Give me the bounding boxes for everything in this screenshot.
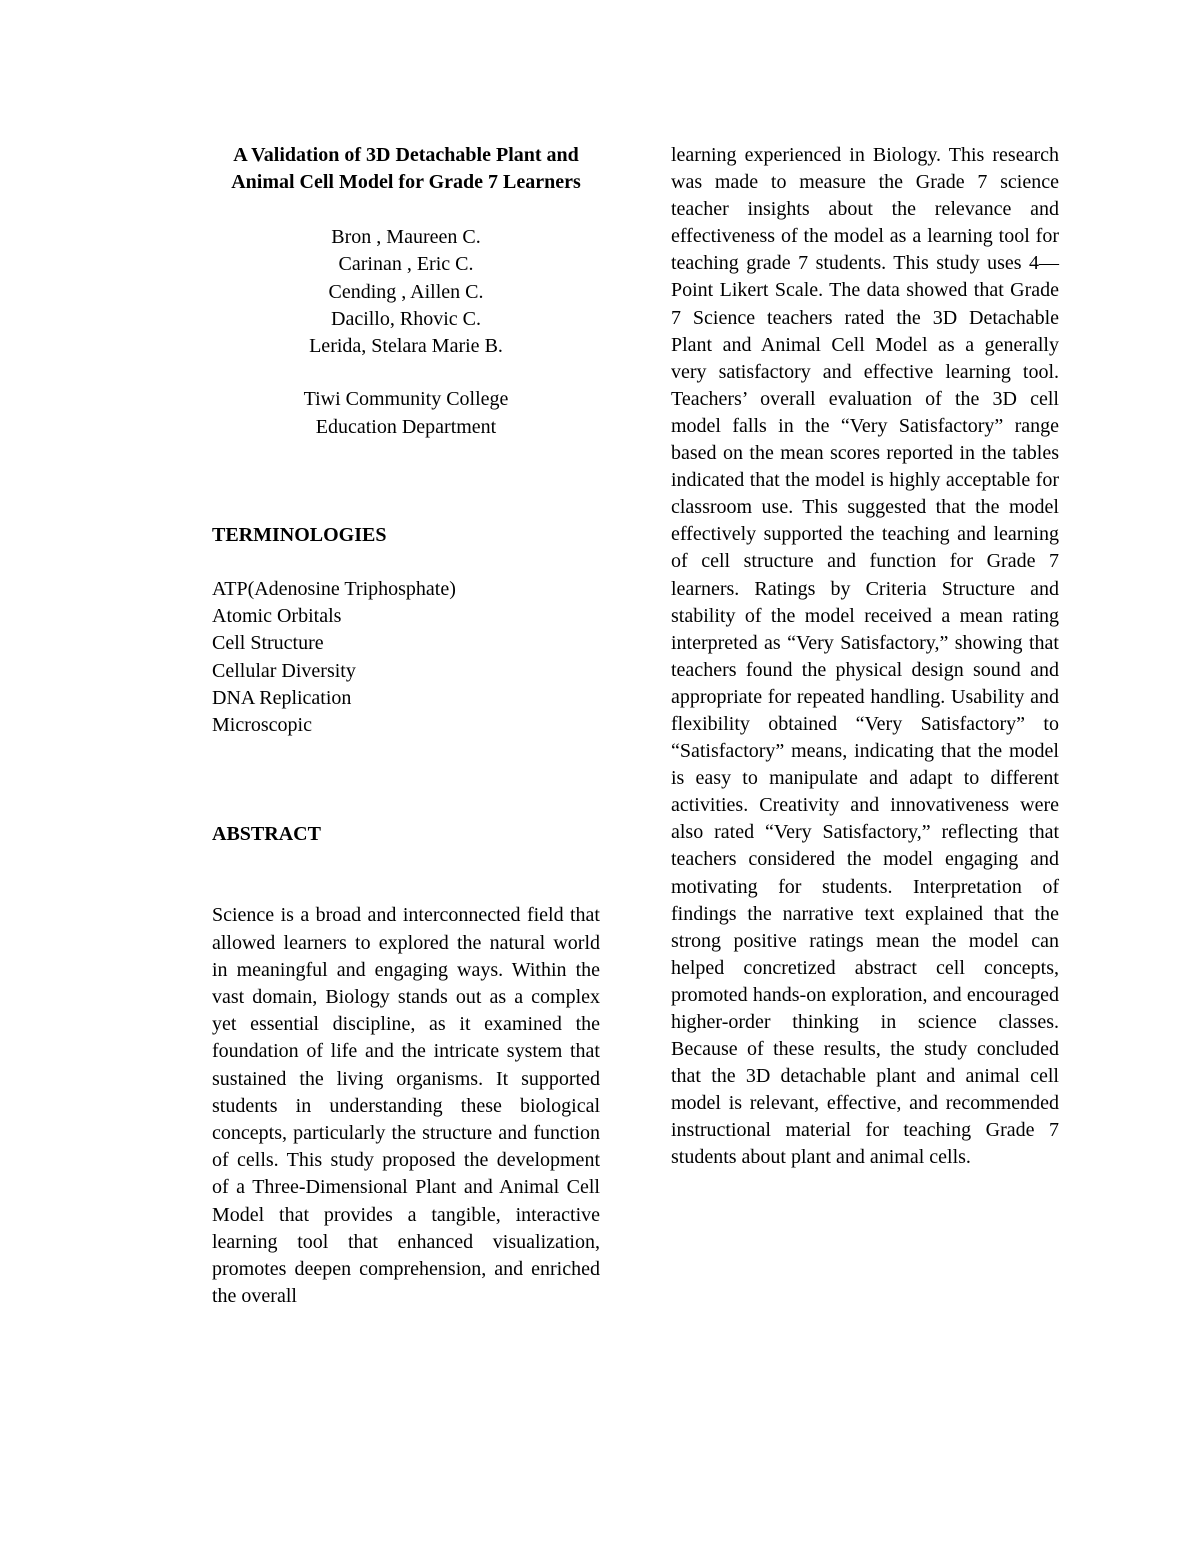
- abstract-heading: ABSTRACT: [212, 823, 321, 846]
- abstract-body-part2: learning experienced in Biology. This research was made to measure the Grade 7 science teacher insights about the relevance and effectiveness of the model as a learning tool for teaching grade 7 students. This study uses 4—Point Likert Scale. The data showed that Grade 7 Science teachers rated the 3D Detachable Plant and Animal Cell Model as a generally very satisfactory and effective learning tool. Teachers’ overall evaluation of the 3D cell model falls in the “Very Satisfactory” range based on the mean scores reported in the tables indicated that the model is highly acceptable for classroom use. This suggested that the model effectively supported the teaching and learning of cell structure and function for Grade 7 learners. Ratings by Criteria Structure and stability of the model received a mean rating interpreted as “Very Satisfactory,” showing that teachers found the physical design sound and appropriate for repeated handling. Usability and flexibility obtained “Very Satisfactory” to “Satisfactory” means, indicating that the model is easy to manipulate and adapt to different activities. Creativity and innovativeness were also rated “Very Satisfactory,” reflecting that teachers considered the model engaging and motivating for students. Interpretation of findings the narrative text explained that the strong positive ratings mean the model can helped concretized abstract cell concepts, promoted hands-on exploration, and encouraged higher-order thinking in science classes. Because of these results, the study concluded that the 3D detachable plant and animal cell model is relevant, effective, and recommended instructional material for teaching Grade 7 students about plant and animal cells.: [671, 144, 1059, 1169]
- author-list: [212, 224, 600, 360]
- author-name: Cending , Aillen C.: [328, 280, 484, 303]
- right-column: [671, 142, 1059, 1172]
- left-column: [212, 142, 600, 1310]
- term-item: Cell Structure: [212, 632, 324, 655]
- author-name: Dacillo, Rhovic C.: [331, 307, 481, 330]
- terminologies-heading: TERMINOLOGIES: [212, 524, 387, 547]
- terminologies-list: [212, 576, 600, 739]
- term-item: Microscopic: [212, 714, 312, 737]
- department-name: Education Department: [315, 415, 497, 438]
- paper-title: A Validation of 3D Detachable Plant and Animal Cell Model for Grade 7 Learners: [231, 144, 581, 193]
- term-item: Cellular Diversity: [212, 659, 356, 682]
- author-name: Carinan , Eric C.: [338, 253, 474, 276]
- institution-name: Tiwi Community College: [303, 388, 509, 411]
- abstract-body-part1: Science is a broad and interconnected field that allowed learners to explored the natural world in meaningful and engaging ways. Within the vast domain, Biology stands out as a complex yet essential discipline, as it examined the foundation of life and the intricate system that sustained the living organisms. It supported students in understanding these biological concepts, particularly the structure and function of cells. This study proposed the development of a Three-Dimensional Plant and Animal Cell Model that provides a tangible, interactive learning tool that enhanced visualization, promotes deepen comprehension, and enriched the overall: [212, 904, 600, 1308]
- term-item: Atomic Orbitals: [212, 605, 342, 628]
- author-name: Bron , Maureen C.: [331, 226, 481, 248]
- term-item: DNA Replication: [212, 686, 352, 709]
- term-item: ATP(Adenosine Triphosphate): [212, 578, 456, 601]
- author-name: Lerida, Stelara Marie B.: [309, 335, 503, 358]
- affiliation: [212, 386, 600, 441]
